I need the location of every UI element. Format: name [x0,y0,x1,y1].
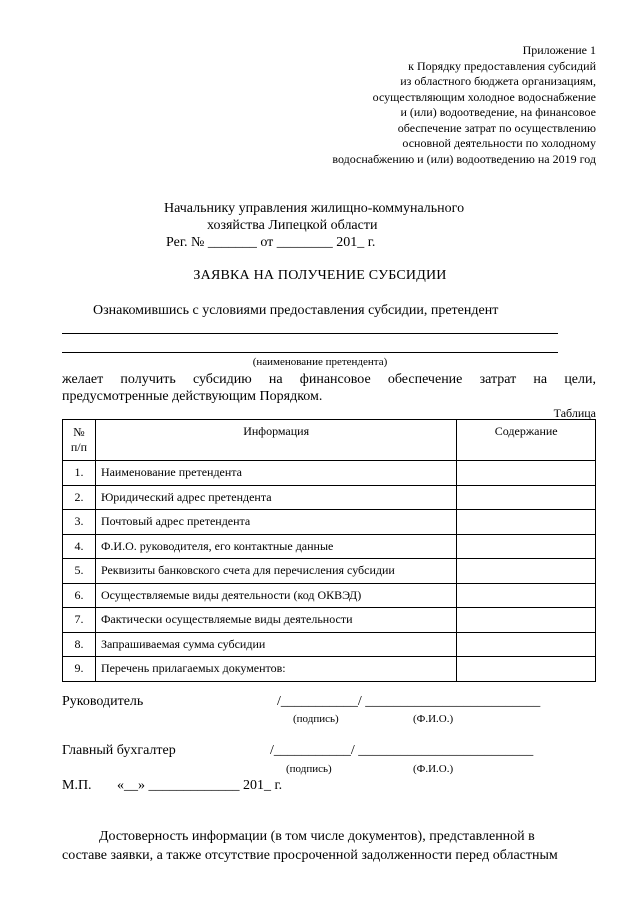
row-number: 9. [63,657,96,682]
addressee-line: хозяйства Липецкой области [207,218,378,233]
appendix-line: из областного бюджета организациям, [400,74,596,88]
stamp-label: М.П. [62,778,92,793]
accountant-fio-caption: (Ф.И.О.) [413,763,454,775]
row-number: 6. [63,583,96,608]
head-label: Руководитель [62,694,144,709]
row-content-cell[interactable] [457,632,596,657]
row-number: 3. [63,510,96,535]
paragraph-line: Достоверность информации (в том числе документов), представленной в [99,829,535,844]
appendix-line: к Порядку предоставления субсидий [408,58,596,73]
row-info: Перечень прилагаемых документов: [95,657,456,682]
date-line: «__» _____________ 201_ г. [117,778,283,793]
row-number: 5. [63,559,96,584]
row-number: 8. [63,632,96,657]
row-info: Запрашиваемая сумма субсидии [95,632,456,657]
row-number: 2. [63,485,96,510]
header-number: № п/п [63,420,96,461]
row-content-cell[interactable] [457,461,596,486]
table-row [63,583,596,608]
appendix-header [176,43,596,167]
registration-number: Рег. № _______ от ________ 201_ г. [166,235,376,250]
head-fio-caption: (Ф.И.О.) [413,713,454,725]
table-row [63,510,596,535]
intro-text: Ознакомившись с условиями предоставления субсидии, претендент [93,303,499,318]
row-info: Реквизиты банковского счета для перечисления субсидии [95,559,456,584]
appendix-line: Приложение 1 [522,43,596,57]
accountant-signature-line: /___________/ _________________________ [270,743,534,758]
header-content: Содержание [457,420,596,461]
table-header-row [63,420,596,461]
applicant-name-line-2 [62,352,558,353]
addressee-block [164,200,504,234]
row-info: Почтовый адрес претендента [95,510,456,535]
info-table [62,419,596,682]
row-number: 4. [63,534,96,559]
header-info: Информация [95,420,456,461]
row-content-cell[interactable] [457,534,596,559]
paragraph-line: составе заявки, а также отсутствие просроченной задолженности перед областным [62,848,558,863]
row-info: Фактически осуществляемые виды деятельности [95,608,456,633]
table-row [63,461,596,486]
appendix-line: водоснабжению и (или) водоотведению на 2019 год [332,151,596,166]
row-number: 7. [63,608,96,633]
document-title: ЗАЯВКА НА ПОЛУЧЕНИЕ СУБСИДИИ [193,268,447,283]
addressee-line: Начальнику управления жилищно-коммунального [164,201,465,216]
appendix-line: и (или) водоотведение, на финансовое [400,105,596,119]
row-number: 1. [63,461,96,486]
table-row [63,632,596,657]
applicant-name-caption: (наименование претендента) [252,356,388,368]
row-content-cell[interactable] [457,583,596,608]
row-content-cell[interactable] [457,485,596,510]
row-content-cell[interactable] [457,608,596,633]
head-sign-caption: (подпись) [293,713,339,725]
table-row [63,534,596,559]
row-info: Осуществляемые виды деятельности (код ОКВЭД) [95,583,456,608]
reliability-paragraph [62,827,596,865]
accountant-sign-caption: (подпись) [286,763,332,775]
table-row [63,657,596,682]
table-row [63,485,596,510]
row-content-cell[interactable] [457,559,596,584]
table-row [63,608,596,633]
row-content-cell[interactable] [457,657,596,682]
table-label: Таблица [553,406,596,420]
row-content-cell[interactable] [457,510,596,535]
row-info: Юридический адрес претендента [95,485,456,510]
purpose-text: желает получить субсидию на финансовое обеспечение затрат на цели, предусмотренные действующим Порядком. [62,372,596,404]
appendix-line: основной деятельности по холодному [402,136,596,150]
appendix-line: осуществляющим холодное водоснабжение [372,89,596,104]
table-row [63,559,596,584]
row-info: Ф.И.О. руководителя, его контактные данные [95,534,456,559]
accountant-label: Главный бухгалтер [62,743,176,758]
appendix-line: обеспечение затрат по осуществлению [397,120,596,135]
row-info: Наименование претендента [95,461,456,486]
applicant-name-line-1 [62,333,558,334]
head-signature-line: /___________/ _________________________ [277,694,541,709]
